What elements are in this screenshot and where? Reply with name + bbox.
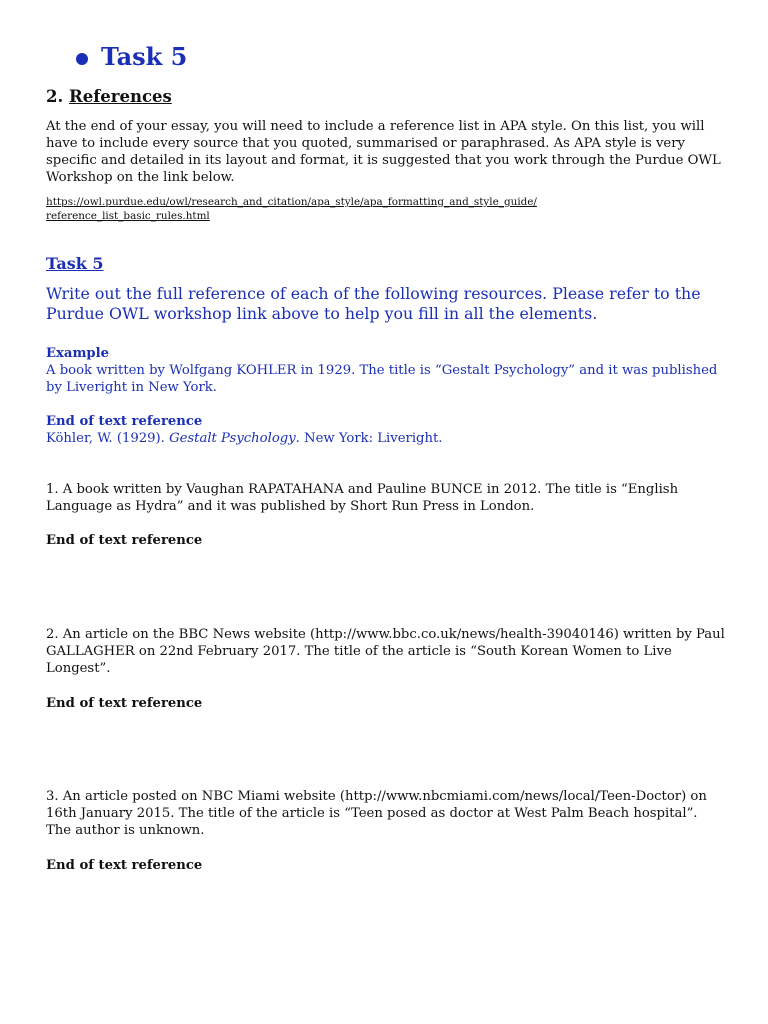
purdue-owl-link[interactable] — [46, 195, 646, 223]
bullet-icon — [76, 53, 88, 65]
task-heading: Task 5 — [101, 42, 188, 71]
link-line-2[interactable]: reference_list_basic_rules.html — [46, 210, 210, 222]
example-text: A book written by Wolfgang KOHLER in 1929. The title is “Gestalt Psychology” and it was published by Liveright in New York. — [46, 363, 718, 395]
task-subtitle: Task 5 — [46, 254, 104, 273]
example-ref-title: Gestalt Psychology — [169, 431, 296, 446]
references-heading — [46, 87, 172, 106]
intro-paragraph: At the end of your essay, you will need to include a reference list in APA style. On this list, you will have to include every source that you quoted, summarised or paraphrased. As APA style is very specific and detailed in its layout and format, it is suggested that you work through the Purdue OWL Workshop on the link below. — [46, 119, 721, 185]
references-title: References — [68, 87, 172, 106]
link-line-1[interactable]: https://owl.purdue.edu/owl/research_and_citation/apa_style/apa_formatting_and_style_guide/ — [46, 196, 537, 208]
example-ref-label: End of text reference — [46, 414, 203, 429]
question-1-ref-label: End of text reference — [46, 533, 203, 548]
example-reference — [46, 430, 726, 447]
question-1-text: 1. A book written by Vaughan RAPATAHANA and Pauline BUNCE in 2012. The title is “English Language as Hydra” and it was published by Short Run Press in London. — [46, 482, 679, 514]
example-ref-rest: . New York: Liveright. — [295, 431, 443, 446]
question-3-text: 3. An article posted on NBC Miami website (http://www.nbcmiami.com/news/local/Teen-Doctor) on 16th January 2015. The title of the article is “Teen posed as doctor at West Palm Beach hospital”. The author is unknown. — [46, 789, 707, 838]
example-ref-author: Köhler, W. (1929). — [46, 431, 170, 446]
question-2-ref-label: End of text reference — [46, 696, 203, 711]
references-number: 2. — [46, 87, 64, 106]
task-instruction: Write out the full reference of each of the following resources. Please refer to the Purdue OWL workshop link above to help you fill in all the elements. — [46, 284, 701, 323]
question-2-text: 2. An article on the BBC News website (http://www.bbc.co.uk/news/health-39040146) written by Paul GALLAGHER on 22nd February 2017. The title of the article is “South Korean Women to Live Longest”. — [46, 627, 725, 676]
question-3-ref-label: End of text reference — [46, 858, 203, 873]
example-label: Example — [46, 346, 110, 361]
